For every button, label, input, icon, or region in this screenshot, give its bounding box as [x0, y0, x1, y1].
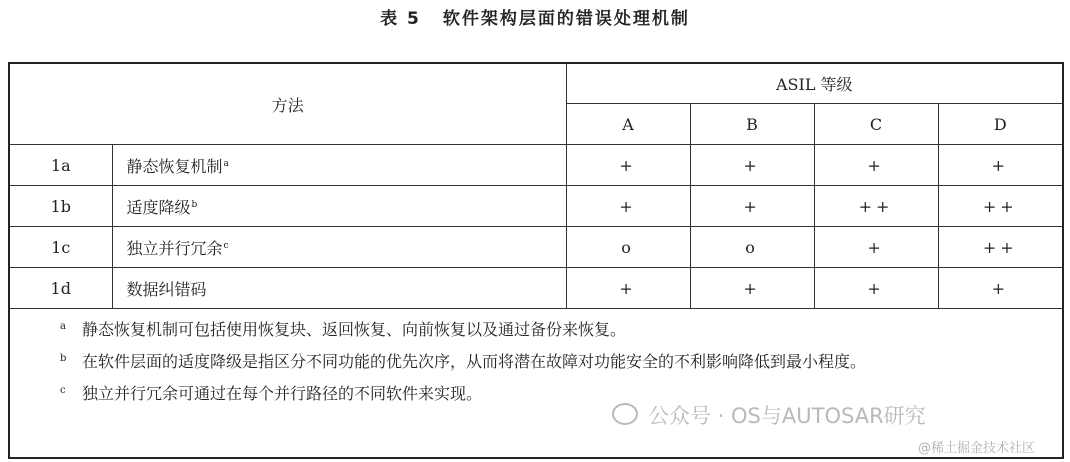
footnote-item — [10, 315, 1062, 345]
rating-c: ++ — [814, 186, 938, 227]
rating-b: + — [690, 186, 814, 227]
row-id: 1a — [9, 145, 112, 186]
method-name — [112, 145, 566, 186]
row-id: 1d — [9, 268, 112, 309]
method-name-text: 独立并行冗余 — [126, 238, 223, 258]
table-row — [9, 268, 1063, 309]
rating-d: ++ — [938, 186, 1063, 227]
rating-d: ++ — [938, 227, 1063, 268]
footnote-ref: c — [223, 240, 229, 251]
footnote-text: 在软件层面的适度降级是指区分不同功能的优先次序，从而将潜在故障对功能安全的不利影响降低到最小程度。 — [82, 352, 867, 371]
asil-level-d: D — [938, 104, 1063, 145]
table-number: 表 5 — [380, 9, 421, 29]
rating-c: + — [814, 268, 938, 309]
footnote-item — [10, 347, 1062, 377]
rating-c: + — [814, 145, 938, 186]
asil-level-a: A — [566, 104, 690, 145]
rating-a: + — [566, 186, 690, 227]
rating-a: + — [566, 145, 690, 186]
table-row — [9, 227, 1063, 268]
footnotes — [9, 309, 1063, 459]
watermark-text: 公众号 · OS与AUTOSAR研究 — [648, 404, 926, 428]
method-name-text: 数据纠错码 — [126, 279, 207, 299]
rating-d: + — [938, 268, 1063, 309]
rating-a: o — [566, 227, 690, 268]
asil-header: ASIL 等级 — [566, 63, 1063, 104]
table-row — [9, 186, 1063, 227]
asil-level-c: C — [814, 104, 938, 145]
rating-c: + — [814, 227, 938, 268]
footnote-ref: a — [223, 158, 229, 169]
table-title — [0, 4, 1070, 29]
method-name-text: 静态恢复机制 — [126, 156, 223, 176]
footnote-ref: b — [191, 199, 198, 210]
footnote-text: 静态恢复机制可包括使用恢复块、返回恢复、向前恢复以及通过备份来恢复。 — [82, 320, 627, 339]
method-name — [112, 227, 566, 268]
rating-b: + — [690, 145, 814, 186]
method-name-text: 适度降级 — [126, 197, 191, 217]
table-title-text: 软件架构层面的错误处理机制 — [442, 9, 690, 29]
footnote-mark: a — [60, 321, 66, 332]
rating-b: o — [690, 227, 814, 268]
watermark-source: @稀土掘金技术社区 — [918, 441, 1036, 456]
footnote-mark: c — [60, 385, 66, 396]
row-id: 1b — [9, 186, 112, 227]
table-row — [9, 145, 1063, 186]
method-header: 方法 — [9, 63, 566, 145]
watermark — [612, 400, 926, 430]
rating-a: + — [566, 268, 690, 309]
wechat-icon — [612, 403, 638, 425]
row-id: 1c — [9, 227, 112, 268]
footnote-mark: b — [60, 353, 67, 364]
method-name — [112, 186, 566, 227]
rating-d: + — [938, 145, 1063, 186]
method-name — [112, 268, 566, 309]
footnote-text: 独立并行冗余可通过在每个并行路径的不同软件来实现。 — [82, 384, 483, 403]
asil-level-b: B — [690, 104, 814, 145]
rating-b: + — [690, 268, 814, 309]
